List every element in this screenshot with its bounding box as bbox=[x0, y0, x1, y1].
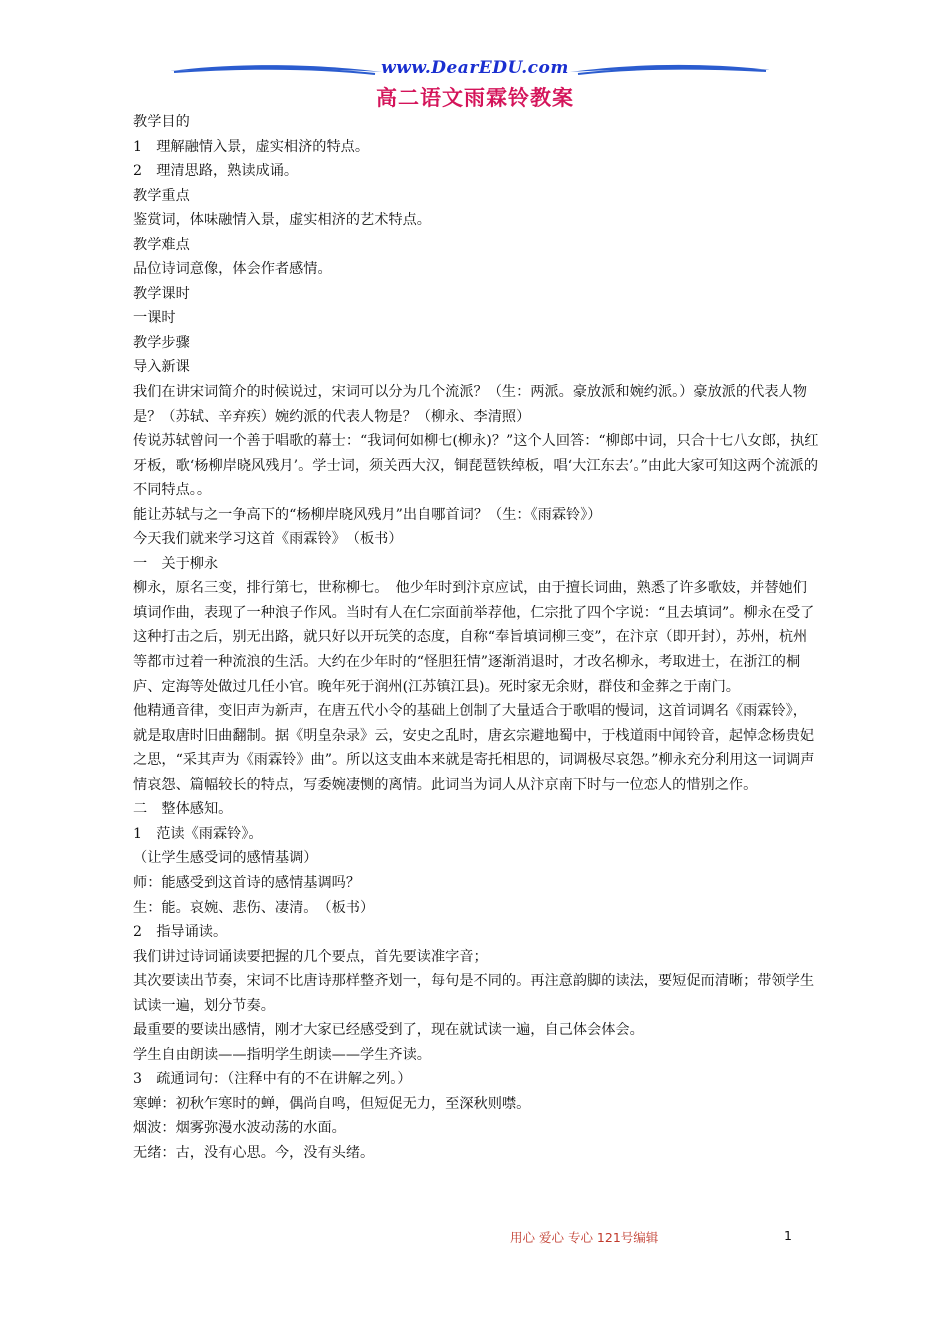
paragraph: 传说苏轼曾问一个善于唱歌的幕士：“我词何如柳七(柳永)？”这个人回答：“柳郎中词，只合十七八女郎，执红牙板，歌‘杨柳岸晓风残月’。学士词，须关西大汉，铜琵琶铁绰板，唱‘大江东去’。”由此大家可知这两个流派的不同特点。。 bbox=[133, 433, 819, 499]
paragraph: 2 指导诵读。 bbox=[133, 924, 228, 941]
paragraph: 烟波：烟雾弥漫水波动荡的水面。 bbox=[133, 1120, 346, 1137]
paragraph: 教学重点 bbox=[133, 187, 190, 204]
page-number: 1 bbox=[784, 1228, 792, 1243]
paragraph: 教学目的 bbox=[133, 114, 190, 130]
paragraph: 教学步骤 bbox=[133, 334, 190, 351]
paragraph: 品位诗词意像，体会作者感情。 bbox=[133, 261, 332, 278]
paragraph: 我们在讲宋词简介的时候说过，宋词可以分为几个流派？（生：两派。豪放派和婉约派。）豪放派的代表人物是？（苏轼、辛弃疾）婉约派的代表人物是？（柳永、李清照） bbox=[133, 384, 807, 425]
page-header bbox=[0, 52, 950, 110]
paragraph: 生：能。哀婉、悲伤、凄清。 （板书） bbox=[133, 899, 375, 916]
paragraph: 他精通音律，变旧声为新声，在唐五代小令的基础上创制了大量适合于歌唱的慢词，这首词调名《雨霖铃》，就是取唐时旧曲翻制。据《明皇杂录》云，安史之乱时，唐玄宗避地蜀中，于栈道雨中闻铃音，起悼念杨贵妃之思，“采其声为《雨霖铃》曲”。所以这支曲本来就是寄托相思的，词调极尽哀怨。”柳永充分利用这一词调声情哀怨、篇幅较长的特点，写委婉凄恻的离情。此词当为词人从汴京南下时与一位恋人的惜别之作。 bbox=[133, 703, 815, 793]
paragraph: 1 理解融情入景，虚实相济的特点。 bbox=[133, 138, 370, 155]
paragraph: 导入新课 bbox=[133, 359, 190, 376]
document-body bbox=[133, 110, 819, 1166]
paragraph: 能让苏轼与之一争高下的“杨柳岸晓风残月”出自哪首词？（生：《雨霖铃》） bbox=[133, 506, 602, 523]
paragraph: 柳永，原名三变，排行第七，世称柳七。 他少年时到汴京应试，由于擅长词曲，熟悉了许多歌妓，并替她们填词作曲，表现了一种浪子作风。当时有人在仁宗面前举荐他，仁宗批了四个字说：“且去填词”。柳永在受了这种打击之后，别无出路，就只好以开玩笑的态度，自称“奉旨填词柳三变”，在汴京（即开封），苏州，杭州等都市过着一种流浪的生活。大约在少年时的“怪胆狂情”逐渐消退时，才改名柳永，考取进士，在浙江的桐庐、定海等处做过几任小官。晚年死于润州(江苏镇江县)。死时家无余财，群伎和金葬之于南门。 bbox=[133, 580, 815, 695]
paragraph: 3 疏通词句：（注释中有的不在讲解之列。） bbox=[133, 1071, 412, 1088]
paragraph: 寒蝉：初秋乍寒时的蝉，偶尚自鸣，但短促无力，至深秋则噤。 bbox=[133, 1095, 531, 1112]
paragraph: （让学生感受词的感情基调） bbox=[133, 850, 318, 867]
paragraph: 无绪：古，没有心思。今，没有头绪。 bbox=[133, 1144, 375, 1161]
paragraph: 2 理清思路，熟读成诵。 bbox=[133, 163, 299, 180]
document-title: 高二语文雨霖铃教案 bbox=[376, 86, 574, 110]
paragraph: 教学课时 bbox=[133, 285, 190, 302]
site-url: www.DearEDU.com bbox=[381, 58, 569, 78]
paragraph: 师：能感受到这首诗的感情基调吗？ bbox=[133, 874, 361, 891]
paragraph: 鉴赏词，体味融情入景，虚实相济的艺术特点。 bbox=[133, 212, 431, 229]
paragraph: 教学难点 bbox=[133, 236, 190, 253]
paragraph: 今天我们就来学习这首《雨霖铃》 （板书） bbox=[133, 531, 403, 548]
paragraph: 1 范读《雨霖铃》。 bbox=[133, 825, 263, 842]
page-footer bbox=[0, 1228, 950, 1252]
paragraph: 我们讲过诗词诵读要把握的几个要点，首先要读准字音； bbox=[133, 948, 488, 965]
paragraph: 二 整体感知。 bbox=[133, 801, 233, 818]
paragraph: 一 关于柳永 bbox=[133, 555, 219, 572]
paragraph: 学生自由朗读——指明学生朗读——学生齐读。 bbox=[133, 1046, 431, 1063]
paragraph: 其次要读出节奏，宋词不比唐诗那样整齐划一，每句是不同的。再注意韵脚的读法，要短促而清晰；带领学生试读一遍，划分节奏。 bbox=[133, 973, 815, 1014]
paragraph: 最重要的要读出感情，刚才大家已经感受到了，现在就试读一遍，自己体会体会。 bbox=[133, 1022, 644, 1039]
footer-note: 用心 爱心 专心 121号编辑 bbox=[510, 1230, 659, 1245]
paragraph: 一课时 bbox=[133, 310, 176, 327]
